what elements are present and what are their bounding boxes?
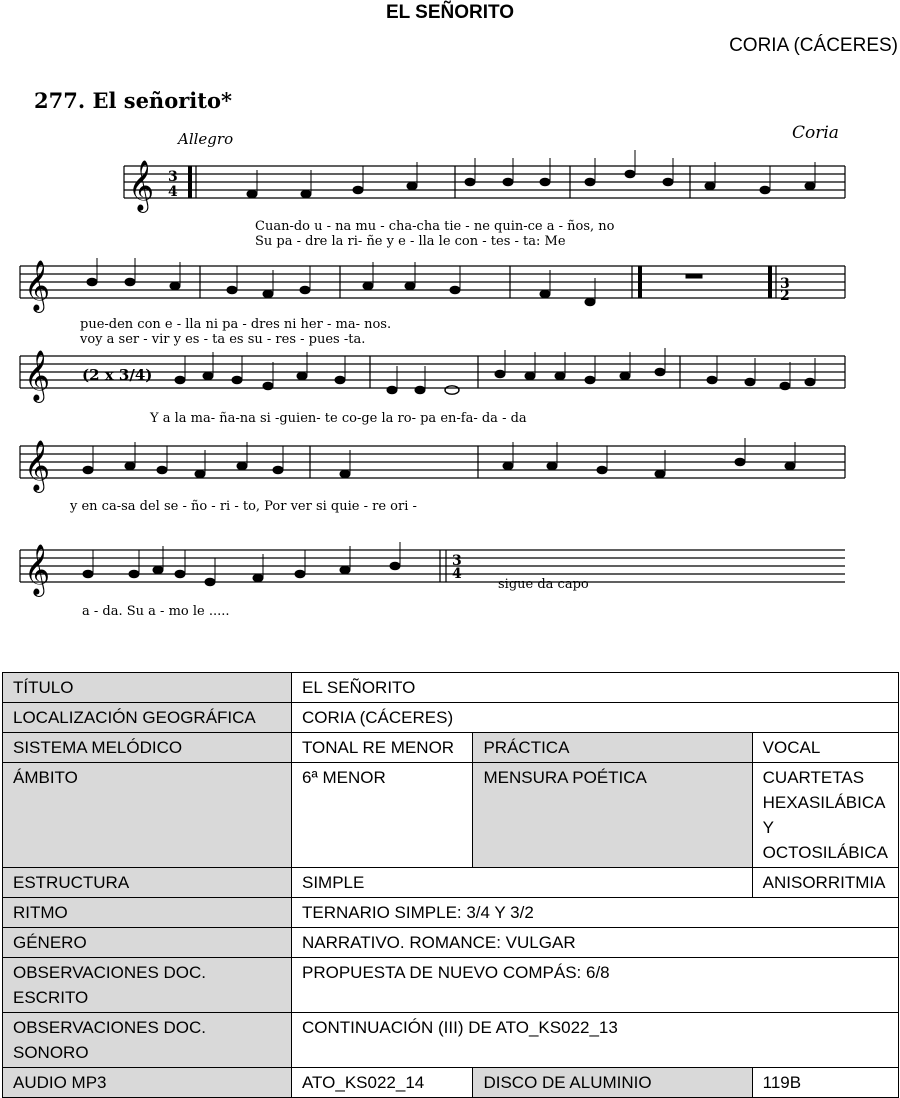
row-value: NARRATIVO. ROMANCE: VULGAR [291,928,898,958]
lyrics-2a: pue-den con e - lla ni pa - dres ni her - ma- nos. [80,317,392,332]
table-row [3,898,899,928]
row-label: GÉNERO [3,928,292,958]
table-row [3,763,899,868]
svg-text:4: 4 [168,184,178,200]
row-label: TÍTULO [3,673,292,703]
row-value: EL SEÑORITO [291,673,898,703]
meter-ternary: (2 x 3/4) [82,366,153,384]
notes-5 [83,542,400,586]
lyrics-5: a - da. Su a - mo le ..... [82,604,230,619]
treble-clef-icon: 𝄞 [128,160,155,211]
lyrics-1b: Su pa - dre la ri- ñe y e - lla le con - tes - ta: Me [255,234,566,249]
document-title: EL SEÑORITO [385,2,515,23]
row-value: PROPUESTA DE NUEVO COMPÁS: 6/8 [291,958,898,1013]
music-score [0,70,900,630]
table-row [3,673,899,703]
svg-text:3: 3 [780,276,790,292]
staff-2 [20,266,845,298]
score-heading: 277. El señorito* [34,88,232,113]
table-row [3,703,899,733]
staff-5 [20,550,845,582]
row-value: CONTINUACIÓN (III) DE ATO_KS022_13 [291,1013,898,1068]
table-row [3,958,899,1013]
notes-4 [83,438,795,478]
info-table [2,672,899,1098]
row-label-2: MENSURA POÉTICA [473,763,752,868]
svg-text:3: 3 [168,169,178,185]
lyrics-4: y en ca-sa del se - ño - ri - to, Por ver si quie - re ori - [70,499,417,514]
row-label: LOCALIZACIÓN GEOGRÁFICA [3,703,292,733]
treble-clef-icon: 𝄞 [24,544,51,595]
row-label: AUDIO MP3 [3,1068,292,1098]
row-value: SIMPLE [291,868,752,898]
table-row [3,868,899,898]
row-label-2: PRÁCTICA [473,733,752,763]
lyrics-2b: voy a ser - vir y es - ta es su - res - pues -ta. [80,332,366,347]
coda-marking: sigue da capo [498,577,589,592]
tempo-marking: Allegro [178,130,234,148]
treble-clef-icon: 𝄞 [24,350,51,401]
row-value-2: CUARTETAS HEXASILÁBICA Y OCTOSILÁBICA [752,763,898,868]
row-label: SISTEMA MELÓDICO [3,733,292,763]
table-row [3,928,899,958]
row-value: ATO_KS022_14 [291,1068,472,1098]
row-label: ÁMBITO [3,763,292,868]
row-value: TONAL RE MENOR [291,733,472,763]
document-location: CORIA (CÁCERES) [729,35,898,56]
row-value-2: 119B [752,1068,898,1098]
table-row [3,1068,899,1098]
row-label-2: DISCO DE ALUMINIO [473,1068,752,1098]
row-value: CORIA (CÁCERES) [291,703,898,733]
svg-text:3: 3 [452,553,462,569]
row-value-2: VOCAL [752,733,898,763]
table-row [3,1013,899,1068]
row-value: 6ª MENOR [291,763,472,868]
row-label: RITMO [3,898,292,928]
staff-4 [20,446,845,478]
treble-clef-icon: 𝄞 [24,440,51,491]
table-row [3,733,899,763]
row-value-2: ANISORRITMIA [752,868,898,898]
lyrics-1a: Cuan-do u - na mu - cha-cha tie - ne quin-ce a - ños, no [255,219,615,234]
staff-1 [124,166,845,198]
svg-text:4: 4 [452,566,462,582]
treble-clef-icon: 𝄞 [24,260,51,311]
notes-3 [175,348,815,394]
row-value: TERNARIO SIMPLE: 3/4 Y 3/2 [291,898,898,928]
place-marking: Coria [792,123,839,143]
lyrics-3: Y a la ma- ña-na si -guien- te co-ge la ro- pa en-fa- da - da [150,411,527,426]
row-label: ESTRUCTURA [3,868,292,898]
row-label: OBSERVACIONES DOC. SONORO [3,1013,292,1068]
row-label: OBSERVACIONES DOC. ESCRITO [3,958,292,1013]
svg-text:2: 2 [780,288,790,304]
